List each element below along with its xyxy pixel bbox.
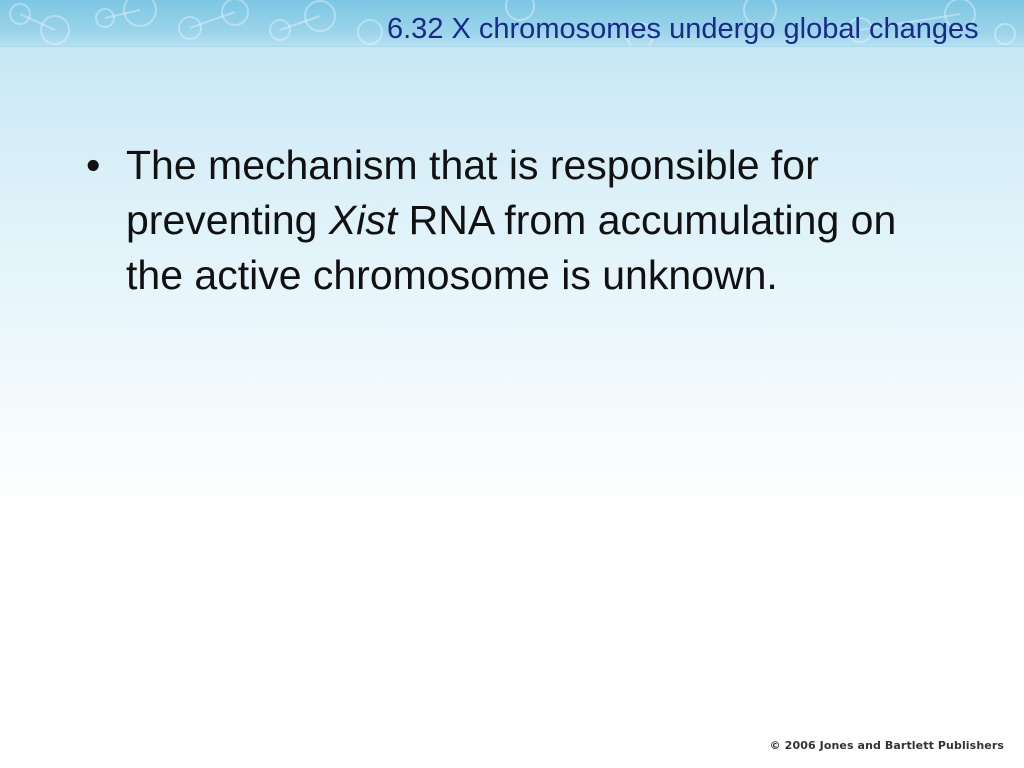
bullet-text-start: The mechanism that is responsible for preventing	[126, 142, 819, 243]
bullet-marker: •	[86, 142, 101, 188]
copyright-notice: © 2006 Jones and Bartlett Publishers	[769, 739, 1004, 752]
bullet-list	[86, 138, 946, 303]
bullet-text-end: RNA from accumulating on the active chromosome is unknown.	[126, 197, 897, 298]
bullet-text-italic-term: Xist	[328, 197, 398, 243]
bullet-item	[86, 138, 946, 303]
slide-title: 6.32 X chromosomes undergo global changes	[387, 13, 979, 45]
